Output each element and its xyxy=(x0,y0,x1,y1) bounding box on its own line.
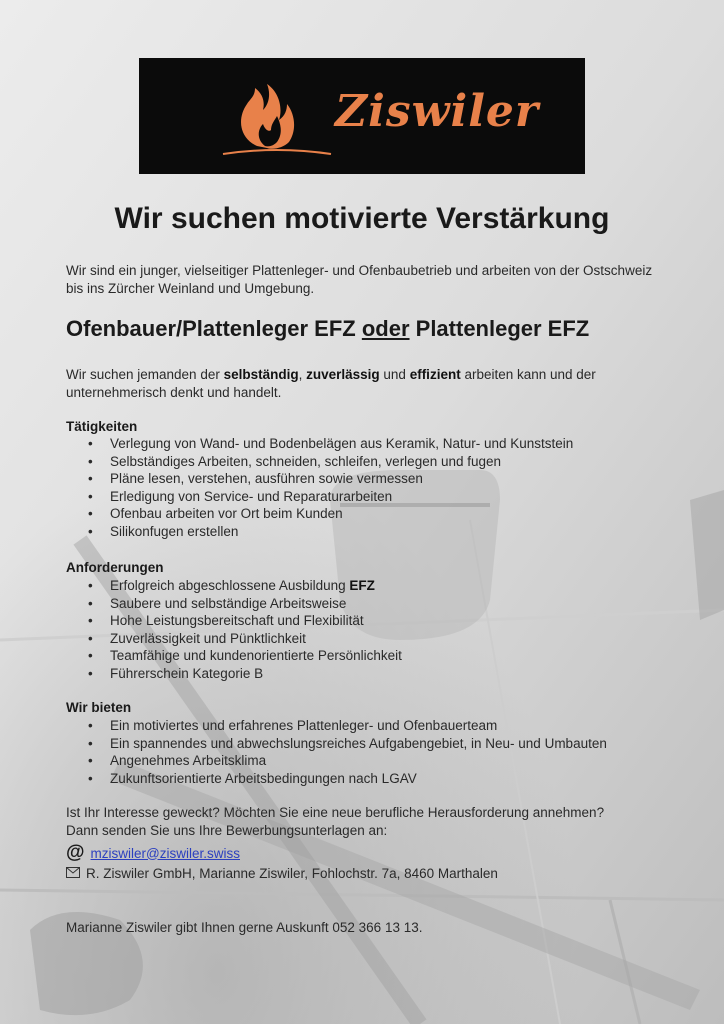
seeking-paragraph xyxy=(66,366,666,402)
section-title-anforderungen: Anforderungen xyxy=(66,560,164,575)
seeking-pre: Wir suchen jemanden der xyxy=(66,367,224,382)
anforderungen-list xyxy=(66,577,686,683)
flame-logo-icon xyxy=(217,68,337,164)
position-connector: oder xyxy=(361,316,410,341)
position-part1: Ofenbauer/Plattenleger EFZ xyxy=(66,316,362,341)
list-item: • Selbständiges Arbeiten, schneiden, schleifen, verlegen und fugen xyxy=(66,453,686,471)
position-title xyxy=(66,316,706,342)
list-item: • Silikonfugen erstellen xyxy=(66,523,686,541)
requirement-bold: EFZ xyxy=(349,578,375,593)
list-item: • Führerschein Kategorie B xyxy=(66,665,686,683)
list-item: • Verlegung von Wand- und Bodenbelägen aus Keramik, Natur- und Kunststein xyxy=(66,435,686,453)
list-item: • Teamfähige und kundenorientierte Persönlichkeit xyxy=(66,647,686,665)
taetigkeiten-list xyxy=(66,435,686,541)
at-icon: @ xyxy=(66,842,85,863)
section-title-bieten: Wir bieten xyxy=(66,700,132,715)
list-item: • Pläne lesen, verstehen, ausführen sowie vermessen xyxy=(66,470,686,488)
list-item: • Erledigung von Service- und Reparaturarbeiten xyxy=(66,488,686,506)
footer-note: Marianne Ziswiler gibt Ihnen gerne Auskunft 052 366 13 13. xyxy=(66,920,423,935)
seeking-mid: und xyxy=(379,367,410,382)
address-text: R. Ziswiler GmbH, Marianne Ziswiler, Fohlochstr. 7a, 8460 Marthalen xyxy=(86,866,498,881)
seeking-word-3: effizient xyxy=(409,367,461,382)
company-logo xyxy=(139,58,585,174)
list-item xyxy=(66,577,686,595)
list-item: • Zukunftsorientierte Arbeitsbedingungen nach LGAV xyxy=(66,770,686,788)
section-title-taetigkeiten: Tätigkeiten xyxy=(66,419,138,434)
page-title: Wir suchen motivierte Verstärkung xyxy=(114,202,610,235)
seeking-post: arbeiten kann und der unternehmerisch denkt und handelt. xyxy=(66,367,596,400)
position-part2: Plattenleger EFZ xyxy=(409,316,590,341)
intro-paragraph: Wir sind ein junger, vielseitiger Plattenleger- und Ofenbaubetrieb und arbeiten von der Ostschweiz bis ins Zürcher Weinland und Umgebung. xyxy=(66,263,653,296)
seeking-word-1: selbständig xyxy=(223,367,299,382)
closing-line-2: Dann senden Sie uns Ihre Bewerbungsunterlagen an: xyxy=(66,823,388,838)
seeking-sep: , xyxy=(298,367,307,382)
list-item: • Hohe Leistungsbereitschaft und Flexibilität xyxy=(66,612,686,630)
list-item: • Ofenbau arbeiten vor Ort beim Kunden xyxy=(66,505,686,523)
seeking-word-2: zuverlässig xyxy=(306,367,380,382)
list-item: • Zuverlässigkeit und Pünktlichkeit xyxy=(66,630,686,648)
list-item: • Ein motiviertes und erfahrenes Plattenleger- und Ofenbauerteam xyxy=(66,717,686,735)
list-item: • Ein spannendes und abwechslungsreiches Aufgabengebiet, in Neu- und Umbauten xyxy=(66,735,686,753)
list-item: • Angenehmes Arbeitsklima xyxy=(66,752,686,770)
bieten-list xyxy=(66,717,686,787)
envelope-icon xyxy=(66,866,80,881)
brand-wordmark: Ziswiler xyxy=(335,86,540,137)
email-row xyxy=(66,842,240,864)
address-row xyxy=(66,866,498,881)
closing-line-1: Ist Ihr Interesse geweckt? Möchten Sie eine neue berufliche Herausforderung annehmen? xyxy=(66,805,605,820)
list-item: • Saubere und selbständige Arbeitsweise xyxy=(66,595,686,613)
requirement-pre: Erfolgreich abgeschlossene Ausbildung xyxy=(110,578,350,593)
email-link[interactable]: mziswiler@ziswiler.swiss xyxy=(90,845,240,861)
